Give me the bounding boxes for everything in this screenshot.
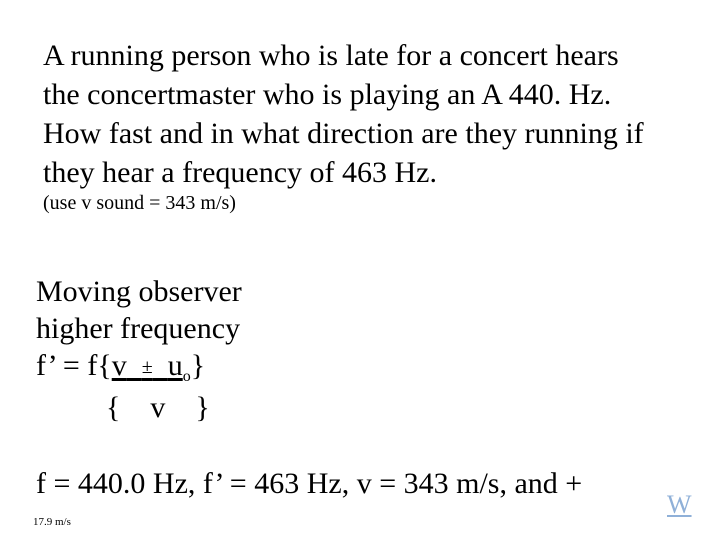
frequency-label: higher frequency xyxy=(36,312,241,345)
doppler-formula xyxy=(36,347,242,384)
formula-prefix: f’ = f{ xyxy=(36,349,112,382)
w-link[interactable]: W xyxy=(667,490,692,519)
sound-speed-hint: (use v sound = 343 m/s) xyxy=(43,192,236,214)
plus-minus-symbol: ± xyxy=(141,356,153,378)
question-line: the concertmaster who is playing an A 440. Hz. xyxy=(43,78,612,111)
formula-subscript: o xyxy=(182,368,191,385)
question-line: How fast and in what direction are they running if xyxy=(43,117,644,150)
formula-numerator xyxy=(111,349,191,385)
formula-numerator-v: v xyxy=(111,349,127,382)
question-line: they hear a frequency of 463 Hz. xyxy=(43,156,437,189)
question-line: A running person who is late for a concert hears xyxy=(43,39,619,72)
question-text xyxy=(43,36,713,192)
given-values: f = 440.0 Hz, f’ = 463 Hz, v = 343 m/s, and + xyxy=(36,467,583,500)
formula-numerator-u: u xyxy=(167,349,183,382)
formula-denominator: { v } xyxy=(106,391,210,424)
explanation-block xyxy=(36,273,242,384)
answer-text: 17.9 m/s xyxy=(33,516,71,528)
formula-close: } xyxy=(190,349,206,382)
observer-label: Moving observer xyxy=(36,275,242,308)
